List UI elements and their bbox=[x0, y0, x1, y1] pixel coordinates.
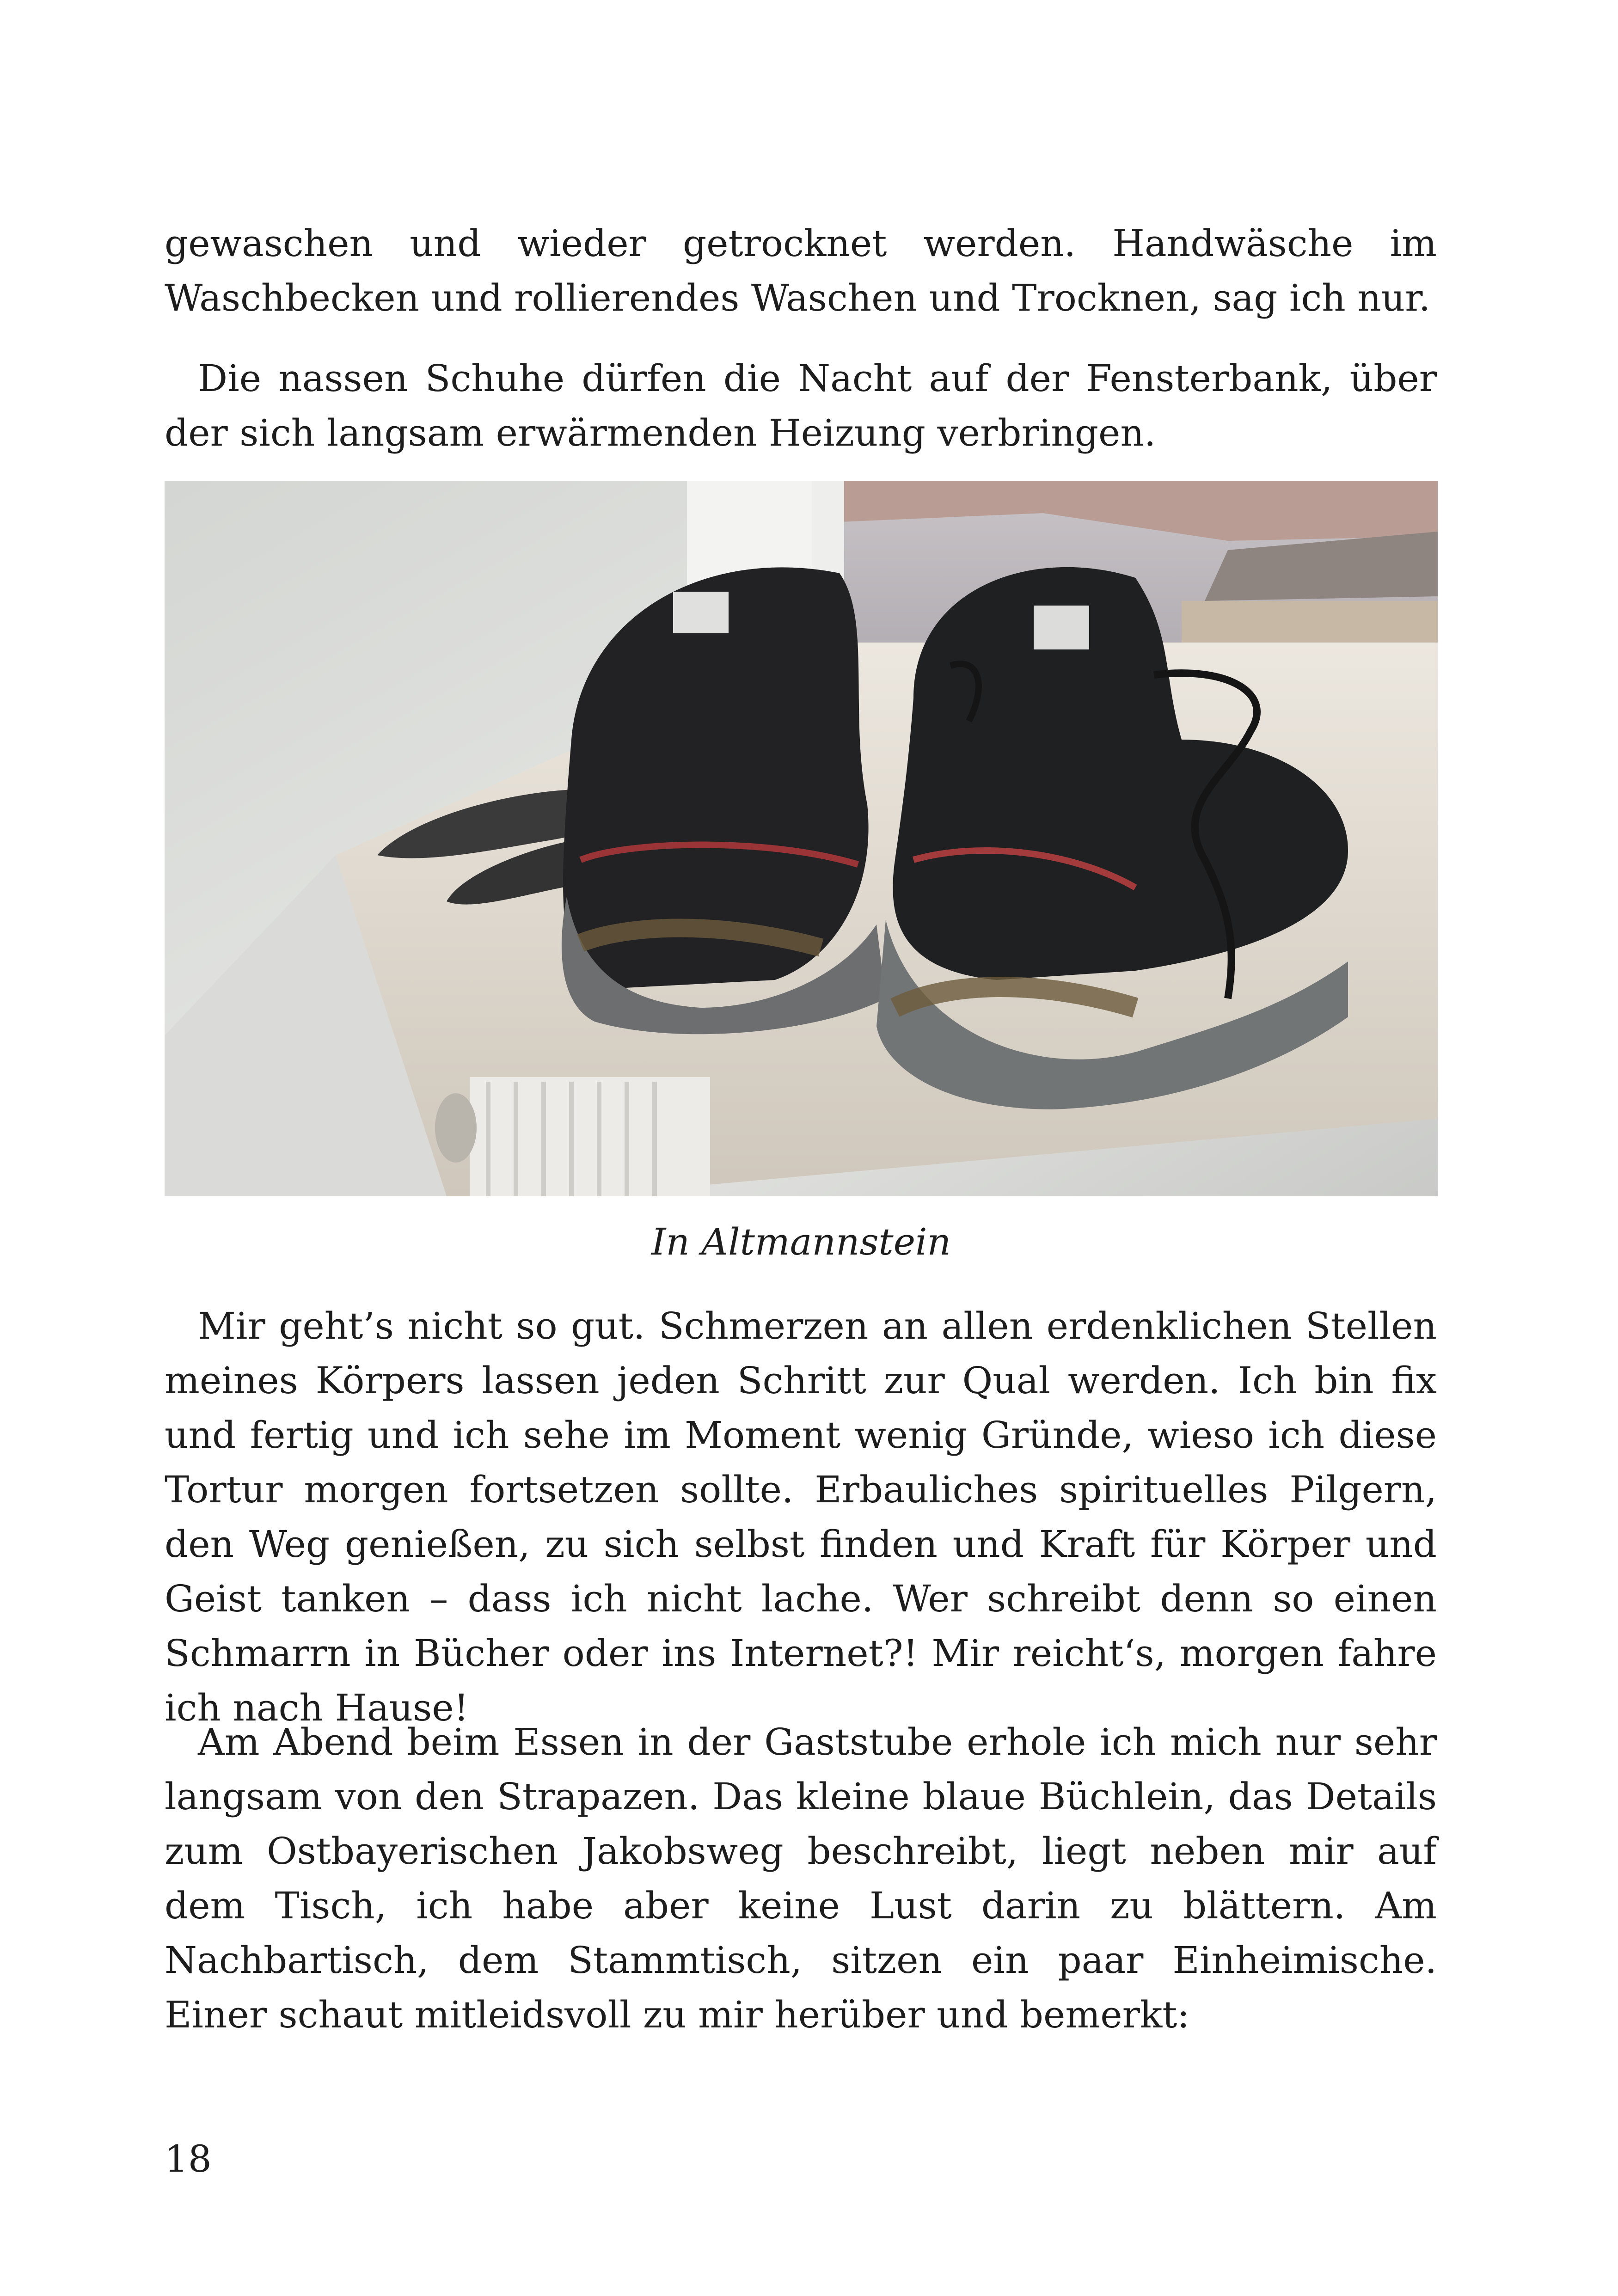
paragraph-3: Mir geht’s nicht so gut. Schmerzen an allen erdenklichen Stellen meines Körpers lassen jeden Schritt zur Qual werden. Ich bin fix und fertig und ich sehe im Moment wenig Gründe, wieso ich diese Tortur morgen fortsetzen sollte. Erbauliches spirituelles Pilgern, den Weg genießen, zu sich selbst finden und Kraft für Körper und Geist tanken – dass ich nicht lache. Wer schreibt denn so einen Schmarrn in Bücher oder ins Internet?! Mir reicht‘s, morgen fahre ich nach Hause! bbox=[165, 1304, 1437, 1729]
paragraph-1: gewaschen und wieder getrocknet werden. Handwäsche im Waschbecken und rollierendes Waschen und Trocknen, sag ich nur. bbox=[165, 222, 1437, 319]
page-number: 18 bbox=[165, 2137, 212, 2180]
paragraph-4: Am Abend beim Essen in der Gaststube erhole ich mich nur sehr langsam von den Strapazen. Das kleine blaue Büchlein, das Details zum Ostbayerischen Jakobsweg beschreibt, liegt neben mir auf dem Tisch, ich habe aber keine Lust darin zu blättern. Am Nachbartisch, dem Stammtisch, sitzen ein paar Einheimische. Einer schaut mitleidsvoll zu mir herüber und bemerkt: bbox=[165, 1720, 1437, 2036]
photo-caption: In Altmannstein bbox=[651, 1220, 951, 1263]
muddy-boots-photo bbox=[165, 481, 1438, 1196]
paragraph-2: Die nassen Schuhe dürfen die Nacht auf der Fensterbank, über der sich langsam erwärmenden Heizung verbringen. bbox=[165, 357, 1437, 454]
